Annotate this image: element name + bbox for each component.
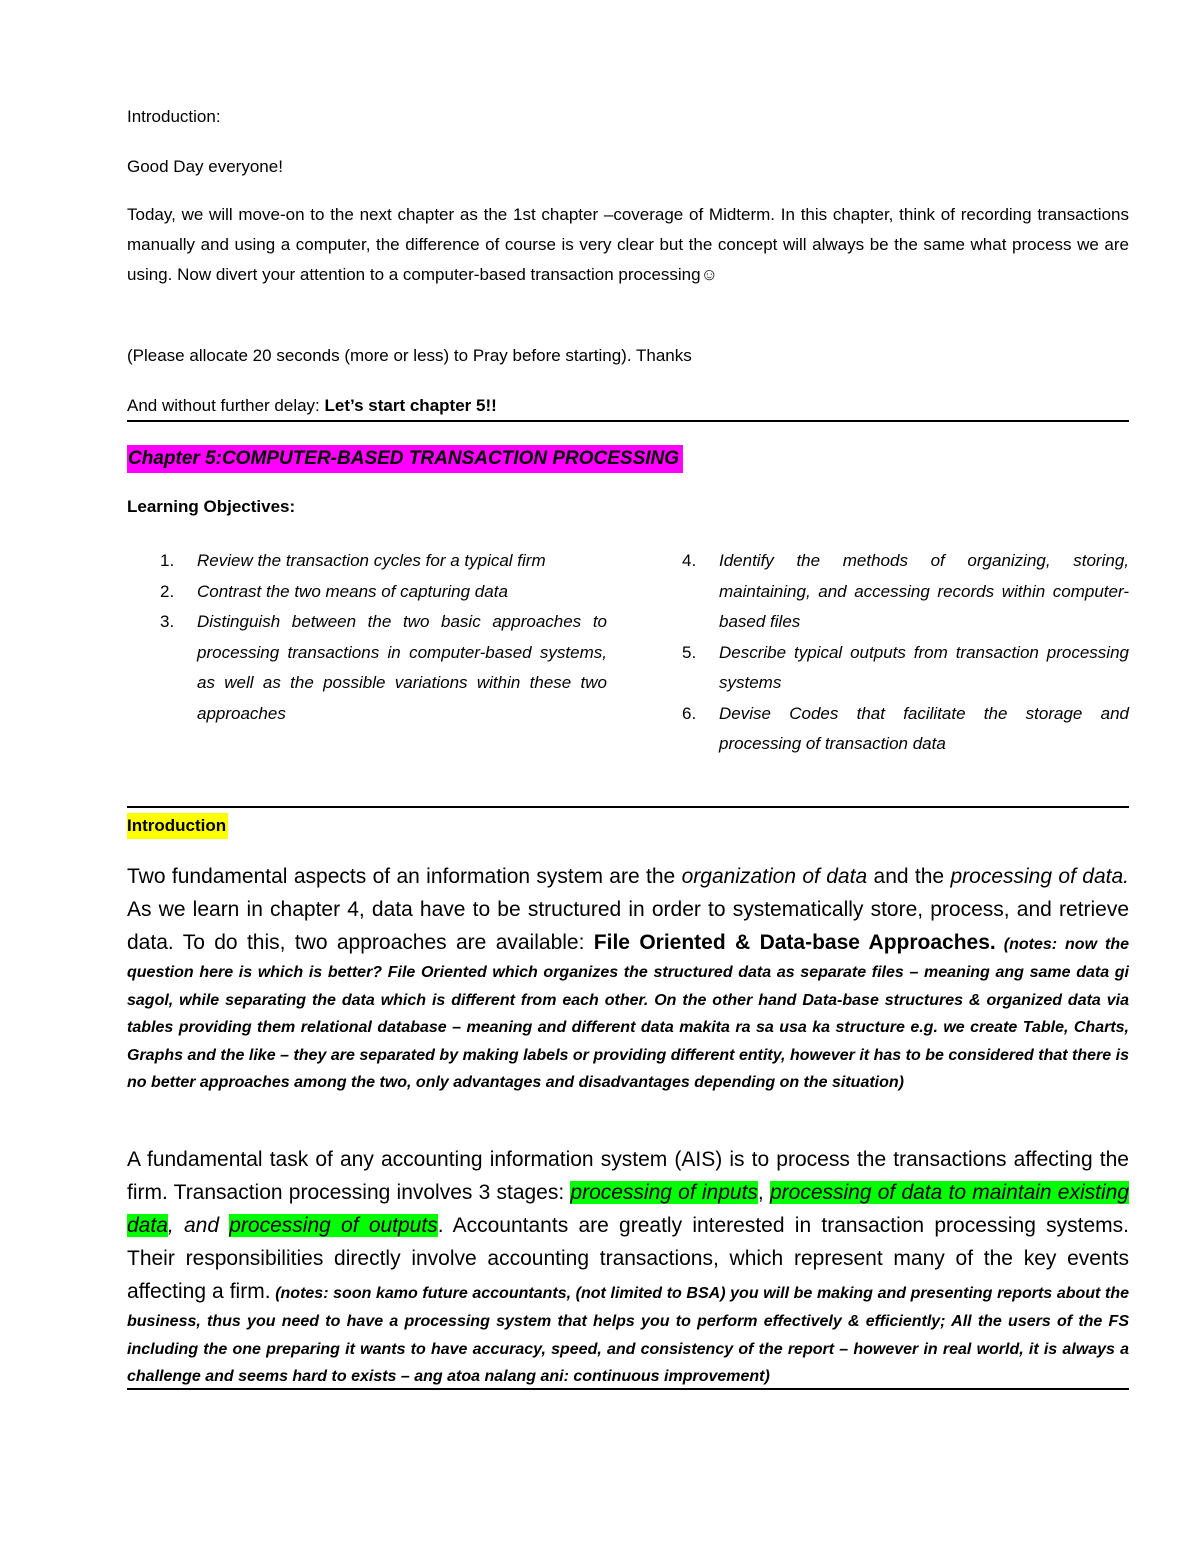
today-paragraph: Today, we will move-on to the next chapter as the 1st chapter –coverage of Midterm. In this chapter, think of recording transactions manually and using a computer, the difference of course is very clear but the concept will always be the same what process we are using. Now divert your attention to a computer-based transaction processing☺	[127, 205, 1129, 284]
objective-text: Describe typical outputs from transaction processing systems	[719, 642, 1129, 692]
paragraph-transaction-processing	[127, 1143, 1129, 1391]
objective-item	[127, 546, 607, 577]
divider	[127, 1388, 1129, 1390]
start-line	[127, 391, 497, 421]
objective-text: Contrast the two means of capturing data	[197, 581, 508, 601]
objectives-list-right	[649, 546, 1129, 760]
text-italic: organization of data	[681, 865, 868, 888]
objective-text: Identify the methods of organizing, storing, maintaining, and accessing records within computer-based files	[719, 551, 1129, 631]
objective-item	[127, 607, 607, 729]
paragraph-data-organization	[127, 860, 1129, 1097]
divider	[127, 806, 1129, 808]
text: . Accountants are greatly interested in transaction processing systems. Their responsibilities directly involve accounting transactions, which represent many of the key events affecting a firm.	[127, 1214, 1129, 1303]
note-text: (notes: now the question here is which is better? File Oriented which organizes the structured data as separate files – meaning ang same data gi sagol, while separating the data which is different from each other. On the other hand Data-base structures & organized data via tables providing them relational database – meaning and different data makita ra sa usa ka structure e.g. we create Table, Charts, Graphs and the like – they are separated by making labels or providing different entity, however it has to be considered that there is no better approaches among the two, only advantages and disadvantages depending on the situation)	[127, 936, 1130, 1091]
objective-number: 3.	[160, 612, 175, 631]
text: ,	[757, 1181, 770, 1204]
greeting: Good Day everyone!	[127, 157, 283, 176]
objective-number: 1.	[160, 551, 175, 570]
objective-number: 5.	[682, 642, 697, 662]
intro-heading: Introduction:	[127, 107, 221, 126]
objective-item	[127, 577, 607, 608]
highlight-stage: processing of inputs	[570, 1181, 758, 1204]
objective-text: Devise Codes that facilitate the storage and processing of transaction data	[719, 703, 1129, 753]
objective-item	[649, 699, 1129, 760]
objective-number: 6.	[682, 703, 697, 723]
objective-number: 2.	[160, 581, 175, 601]
section-heading: Introduction	[127, 813, 228, 839]
start-prefix: And without further delay:	[127, 396, 325, 415]
objective-item	[649, 638, 1129, 699]
text: , and	[167, 1214, 230, 1237]
start-bold: Let’s start chapter 5!!	[324, 396, 497, 415]
text-italic: processing of data.	[950, 865, 1129, 888]
text: A fundamental task of any accounting information system (AIS) is to process the transactions affecting the firm. Transaction processing involves 3 stages:	[127, 1148, 1129, 1204]
objective-item	[649, 546, 1129, 638]
text: Two fundamental aspects of an information system are the	[127, 865, 682, 888]
divider	[127, 420, 1129, 422]
pray-note: (Please allocate 20 seconds (more or less) to Pray before starting). Thanks	[127, 346, 692, 365]
highlight-stage: processing of outputs	[229, 1214, 438, 1237]
objectives-list-left	[127, 546, 607, 729]
text-bold: File Oriented & Data-base Approaches.	[593, 931, 996, 954]
objective-number: 4.	[682, 551, 697, 570]
text: As we learn in chapter 4, data have to be structured in order to systematically store, process, and retrieve data. To do this, two approaches are available:	[127, 898, 1129, 954]
note-text: (notes: soon kamo future accountants, (not limited to BSA) you will be making and presenting reports about the business, thus you need to have a processing system that helps you to perform effectively & efficiently; All the users of the FS including the one preparing it wants to have accuracy, speed, and consistency of the report – however in real world, it is always a challenge and seems hard to exists – ang atoa nalang ani: continuous improvement)	[127, 1285, 1129, 1385]
objective-text: Review the transaction cycles for a typical firm	[197, 551, 546, 570]
highlight-stage: processing of data to maintain existing data	[127, 1181, 1130, 1237]
chapter-title: Chapter 5:COMPUTER-BASED TRANSACTION PROCESSING	[127, 445, 683, 473]
objective-text: Distinguish between the two basic approaches to processing transactions in computer-based systems, as well as the possible variations within these two approaches	[197, 612, 607, 723]
text: and the	[867, 865, 951, 888]
objectives-heading: Learning Objectives:	[127, 497, 296, 516]
